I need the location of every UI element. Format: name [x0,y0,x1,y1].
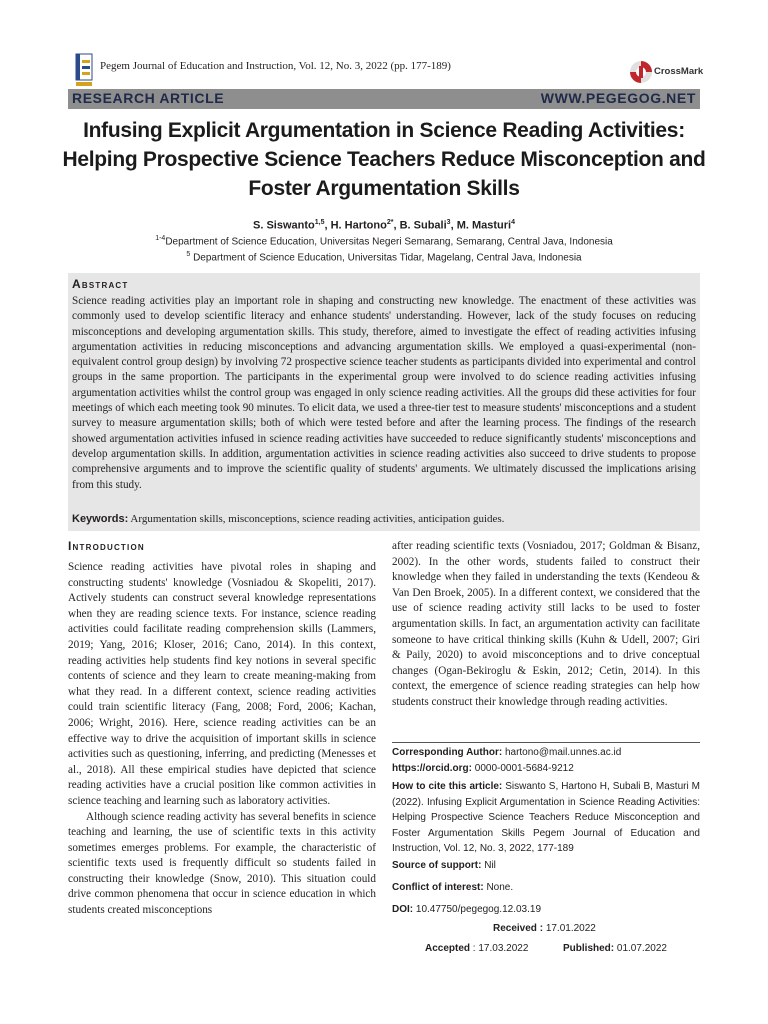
author-sup: 1,5 [314,219,325,226]
orcid-value[interactable]: 0000-0001-5684-9212 [474,763,574,774]
journal-website-link[interactable]: WWW.PEGEGOG.NET [540,90,696,106]
affiliation-2 [68,251,700,263]
author-name: B. Subali [399,219,447,232]
pegem-logo-icon [75,52,93,88]
author-name: S. Siswanto [253,219,315,232]
conflict-value: None. [486,882,514,893]
keywords-label: Keywords: [72,513,129,525]
keywords-text: Argumentation skills, misconceptions, science reading activities, anticipation guides. [130,513,505,525]
how-to-cite [392,779,700,857]
support-value: Nil [484,860,496,871]
affiliation-sup: 1-4 [155,235,166,242]
conflict-label: Conflict of interest: [392,882,484,893]
author-sup: 3 [446,219,451,226]
doi-line [392,902,700,918]
corresponding-author [392,745,700,761]
affiliation-1 [68,235,700,247]
received-date [493,923,596,934]
journal-citation-line: Pegem Journal of Education and Instruction, Vol. 12, No. 3, 2022 (pp. 177-189) [100,60,451,72]
introduction-heading-text: Introduction [68,539,145,553]
author-sup: 2* [386,219,394,226]
affiliation-text: Department of Science Education, Universitas Tidar, Magelang, Central Java, Indonesia [193,252,582,264]
received-value: 17.01.2022 [545,923,596,934]
right-column-text: after reading scientific texts (Vosniadou, 2017; Goldman & Bisanz, 2002). In the other words, students failed to construct their knowledge when they failed in understanding the texts (Kendeou & Van Den Broek, 2005). In a different context, we considered that the use of science reading activity still lacks to be used to foster argumentation skills. In fact, an argumentation activity can facilitate someone to have critical thinking skills (Kuhn & Udell, 2007; Giri & Paily, 2020) to avoid misconceptions and to drive conceptual changes (Ogan-Bekiroglu & Eskin, 2012; Cetin, 2014). In this context, the emergence of science reading strategies can help how students construct their knowledge through reading activities. [392,540,700,708]
cite-text: Siswanto S, Hartono H, Subali B, Masturi M (2022). Infusing Explicit Argumentation in Science Reading Activities: Helping Prospective Science Teachers Reduce Misconception and Foster Argumentation Skills Pegem Journal of Education and Instruction, Vol. 12, No. 3, 2022, 177-189 [392,781,701,854]
published-value: 01.07.2022 [616,943,667,954]
affiliation-sup: 5 [186,251,191,258]
introduction-heading [68,539,145,553]
orcid-label: https://orcid.org: [392,763,472,774]
published-date [563,943,667,954]
received-label: Received : [493,923,544,934]
affiliation-text: Department of Science Education, Universitas Negeri Semarang, Semarang, Central Java, Indonesia [165,236,613,248]
published-label: Published: [563,943,615,954]
corresponding-email[interactable]: hartono@mail.unnes.ac.id [504,747,622,758]
article-type-label: RESEARCH ARTICLE [72,90,225,106]
author-list: S. Siswanto$^{1,5}$, H. Hartono$^{2*}$, B. Subali$^3$, M. Masturi$^4$ [253,219,515,232]
accepted-value: : 17.03.2022 [472,943,529,954]
intro-paragraph-2: Although science reading activity has several benefits in science teaching and learning, the use of scientific texts in this activity sometimes emerges problems. For example, the characteristic of scientific texts used is frequently difficult so students failed in constructing their knowledge (Snow, 2010). This situation could drive common phenomena that occur in science education in which students created misconceptions [68,810,376,917]
abstract-heading [72,277,129,291]
accepted-date [425,943,528,954]
abstract-heading-text: Abstract [72,277,129,291]
accepted-label: Accepted [425,943,471,954]
keywords-line [72,513,696,525]
cite-label: How to cite this article: [392,781,503,792]
doi-value[interactable]: 10.47750/pegegog.12.03.19 [415,904,542,915]
orcid-line [392,761,700,777]
abstract-text: Science reading activities play an important role in shaping and constructing new knowledge. The enactment of these activities was commonly used to develop scientific literacy and enhance students' understanding. However, lack of the study focuses on reducing misconceptions and developing argumentation skills. This study, therefore, aimed to investigate the effect of reading activities infusing argumentation activities in reducing misconceptions and advancing argumentation skills. We employed a quasi-experimental (non-equivalent control group design) by involving 72 prospective science teacher students as participants divided into experimental and control groups in the same proportion. The participants in the experimental group were involved to do science reading activities infusing argumentation activities whilst the control group was engaged in only science reading activities. All the groups did these activities for four meetings of which each meeting took 90 minutes. To elicit data, we used a three-tier test to measure students' misconceptions and a student survey to measure argumentation skills; both of which were tested before and after the learning process. The findings of the research showed argumentation activities infused in science reading activities have succeeded to reduce significantly students' misconceptions and develop argumentation skills. In addition, argumentation activities in science reading activities also succeed to drive students to propose comprehensive arguments and to improve the scientific quality of students' arguments. We ultimately discussed the implications arising from this study. [72,295,696,491]
author-name: M. Masturi [456,219,512,232]
intro-paragraph-1: Science reading activities have pivotal roles in shaping and constructing students' knowledge (Vosniadou & Skopeliti, 2017). Actively students can construct several knowledge representations when they are reading science texts. For instance, science reading activities could facilitate reading comprehension skills (Lammers, 2019; Yang, 2016; Kloser, 2016; Cano, 2014). In this context, reading activities help students find key notions in several specific contents of science and they learn to create meaning-making from what they read. In a different context, science reading activities could train scientific literacy (Fang, 2008; Ford, 2006; Kachan, 2006; Wright, 2016). Here, science reading activities can be an effective way to drive the acquisition of important skills in science activities such as questioning, inferring, and predicting (Menesses et al., 2018). All these empirical studies have depicted that science reading activities have a crucial position like common activities in science teaching and learning such as laboratory activities. [68,561,376,807]
conflict-of-interest [392,880,700,896]
author-sup: 4 [511,219,515,226]
crossmark-label[interactable]: CrossMark [654,66,704,77]
corresponding-label: Corresponding Author: [392,747,503,758]
source-of-support [392,858,700,874]
article-title: Infusing Explicit Argumentation in Science Reading Activities: Helping Prospective Science Teachers Reduce Misconception and Foster Argumentation Skills [62,119,706,200]
support-label: Source of support: [392,860,482,871]
left-column [68,560,376,919]
info-divider [392,742,700,743]
doi-label: DOI: [392,904,414,915]
author-name: H. Hartono [330,219,387,232]
